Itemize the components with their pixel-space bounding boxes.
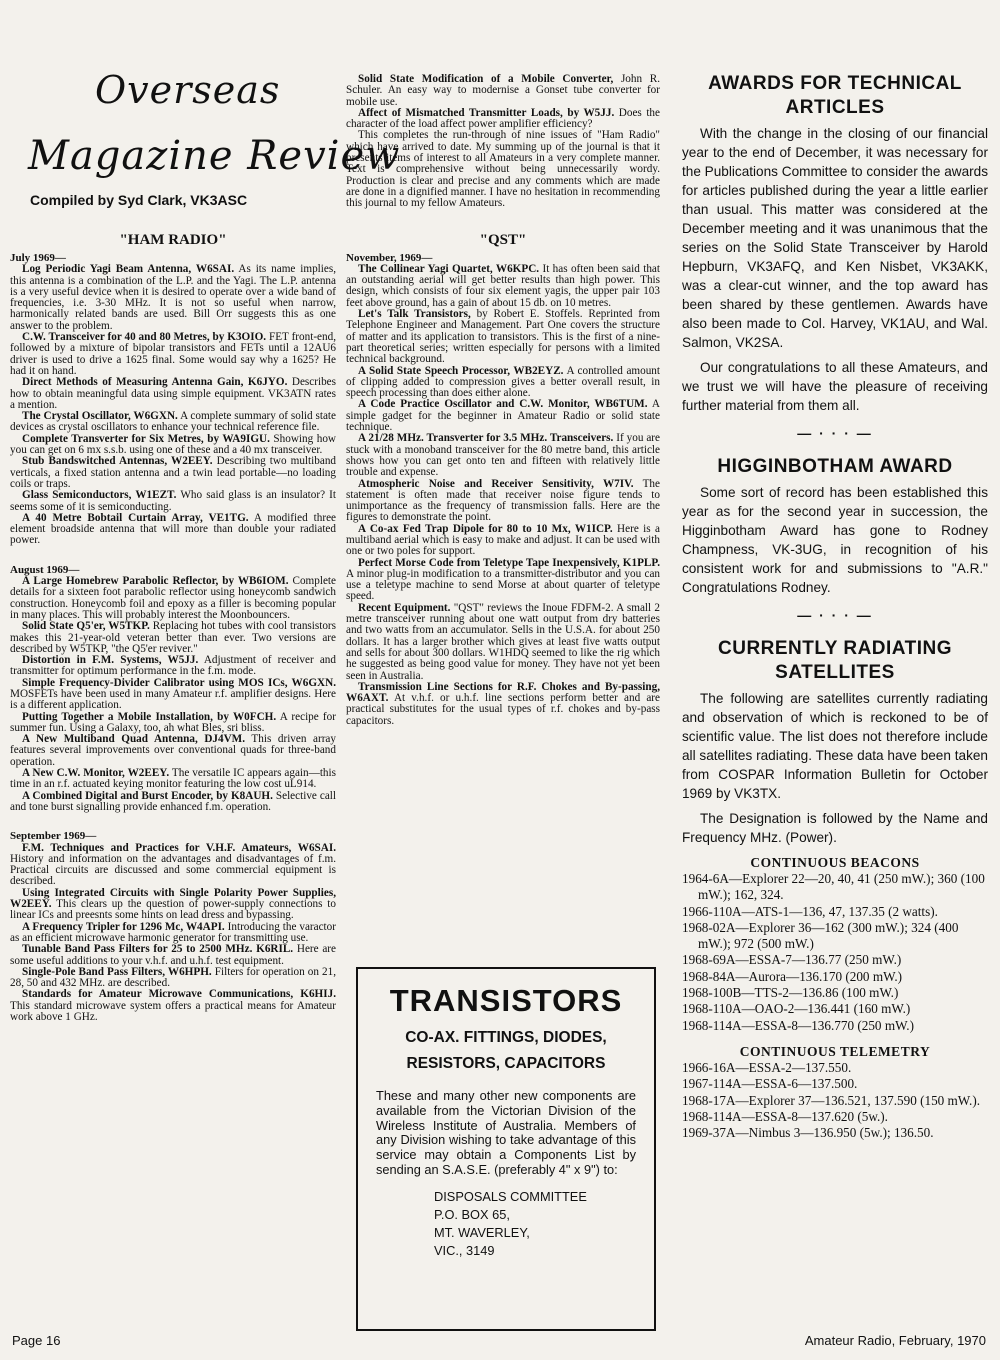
satellites-heading: CURRENTLY RADIATING SATELLITES	[718, 638, 952, 683]
column-1	[10, 232, 336, 1023]
higginbotham-body: Some sort of record has been established this year as for the second year in succession, the Higginbotham Award has gone to Rodney Champness, VK-3UG, in recognition of his consistent work for and submissions to "A.R." Congratulations Rodney.	[682, 485, 988, 595]
ham-radio-reviews	[10, 253, 336, 1023]
review-item: Tunable Band Pass Filters for 25 to 2500 MHz. K6RIL. Here are some useful additions to your v.h.f. and u.h.f. test equipment.	[10, 943, 336, 967]
ad-subtitle: CO-AX. FITTINGS, DIODES, RESISTORS, CAPACITORS	[405, 1029, 607, 1072]
review-item: Affect of Mismatched Transmitter Loads, by W5JJ. Does the character of the load affect power amplifier efficiency?	[346, 106, 660, 131]
ham-radio-summary: This completes the run-through of nine issues of "Ham Radio" which have arrived to date. My summing up of the journal is that it presents items of interest to all Amateurs in a very complete manner. Text is comprehensive without being unnecessarily wordy. Production is clear and precise and any comments which are made are done in a dignified manner. I have no hesitation in recommending this journal to my fellow Amateurs.	[346, 129, 660, 210]
column-2	[346, 74, 660, 727]
review-item: A Co-ax Fed Trap Dipole for 80 to 10 Mx, W1ICP. Here is a multiband aerial which is easy to make and adjust. It can be used with one or two poles for support.	[346, 522, 660, 558]
telemetry-heading: CONTINUOUS TELEMETRY	[739, 1043, 931, 1059]
beacons-heading: CONTINUOUS BEACONS	[750, 855, 920, 870]
masthead-line2: Magazine Review	[28, 133, 401, 179]
ad-body: These and many other new components are available from the Victorian Division of the Wireless Institute of Australia. Members of any Division wishing to take advantage of this service may obtain a Components List by sending an S.A.S.E. (preferably 4" x 9") to:	[376, 1088, 636, 1177]
review-item: A 40 Metre Bobtail Curtain Array, VE1TG. A modified three element broadside antenna that will more than double your radiated power.	[10, 511, 336, 547]
review-item: A Code Practice Oscillator and C.W. Monitor, WB6TUM. A simple gadget for the beginner in Amateur Radio or solid state technique.	[346, 398, 660, 434]
list-item: 1968-84A—Aurora—136.170 (200 mW.)	[682, 968, 903, 984]
column-3	[682, 72, 988, 1141]
list-item: 1968-114A—ESSA-8—136.770 (250 mW.)	[682, 1017, 914, 1033]
review-item: Solid State Modification of a Mobile Converter, John R. Schuler. An easy way to modernise a Gonset tube converter for mobile use.	[346, 73, 661, 108]
separator: — · · · —	[797, 425, 873, 441]
list-item: 1969-37A—Nimbus 3—136.950 (5w.); 136.50.	[682, 1125, 934, 1141]
masthead-line1: Overseas	[95, 68, 281, 112]
review-item: Simple Frequency-Divider Calibrator using MOS ICs, W6GXN. MOSFETs have been used in many Amateur r.f. amplifier designs. Here is a different application.	[10, 676, 336, 712]
byline: Compiled by Syd Clark, VK3ASC	[30, 192, 248, 208]
review-item: Log Periodic Yagi Beam Antenna, W6SAI. As its name implies, this antenna is a combination of the L.P. and the Yagi. The L.P. antenna is a very useful device when it is desired to operate over a wide band of frequencies, i.e. 3-30 MHz. It is not so useful when narrow, harmonically related bands are used. Bill Orr suggests this as one answer to the problem.	[10, 263, 336, 332]
review-item: Atmospheric Noise and Receiver Sensitivity, W7IV. The statement is often made that receiver noise figure tends to unimportance as the frequency of transmission falls. Here are the figures to demonstrate the point.	[346, 477, 660, 524]
higginbotham-heading: HIGGINBOTHAM AWARD	[717, 456, 953, 477]
review-item: Solid State Q5'er, W5TKP. Replacing hot tubes with cool transistors makes this 21-year-old veteran better than ever. Two versions are described by W5TKP, "the Q5'er reviver."	[10, 620, 337, 655]
review-item: Stub Bandswitched Antennas, W2EEY. Describing two multiband verticals, a fixed station antenna and a twin lead portable—no loading coils or traps.	[10, 455, 337, 490]
date-august: August 1969—	[10, 563, 80, 576]
date-november: November, 1969—	[346, 251, 433, 264]
beacons-list	[682, 871, 988, 1034]
list-item: 1966-16A—ESSA-2—137.550.	[682, 1059, 852, 1075]
review-item: A 21/28 MHz. Transverter for 3.5 MHz. Transceivers. If you are stuck with a monoband transceiver for the 80 metre band, this article shows how you can get onto ten and fifteen with relatively little trouble and expense.	[346, 432, 660, 479]
list-item: 1968-17A—Explorer 37—136.521, 137.590 (150 mW.).	[682, 1092, 981, 1108]
review-item: A Frequency Tripler for 1296 Mc, W4API. Introducing the varactor as an efficient microwave harmonic generator for transmitting use.	[10, 920, 336, 944]
ad-address: DISPOSALS COMMITTEE P.O. BOX 65, MT. WAVERLEY, VIC., 3149	[434, 1188, 587, 1258]
review-item: Direct Methods of Measuring Antenna Gain, K6JYO. Describes how to obtain meaningful data using simple equipment. VK3ATN rates a mention.	[10, 376, 336, 411]
review-item: F.M. Techniques and Practices for V.H.F. Amateurs, W6SAI. History and information on the advantages and disadvantages of f.m. Practical circuits are discussed and some commercial equipment is described.	[10, 841, 336, 888]
review-item: Recent Equipment. "QST" reviews the Inoue FDFM-2. A small 2 metre transceiver running about one watt output from dry batteries and two watts from an accumulator. Sells in the U.S.A. for about 250 dollars. It has a larger brother which gives at least five watts output and sells for about 300 dollars. W1HDQ seemed to like the rig which he suggested as being good value for money. They have not yet been seen in Australia.	[346, 601, 660, 682]
awards-heading: AWARDS FOR TECHNICAL ARTICLES	[708, 73, 962, 118]
review-item: Standards for Amateur Microwave Communications, K6HIJ. This standard microwave system offers a practical means for Amateur work above 1 GHz.	[10, 988, 336, 1023]
issue-info: Amateur Radio, February, 1970	[804, 1333, 986, 1348]
review-item: A New Multiband Quad Antenna, DJ4VM. This driven array features several improvements over conventional quads for three-band operation.	[10, 733, 336, 768]
ad-title: TRANSISTORS	[389, 983, 623, 1018]
satellites-intro: The following are satellites currently radiating and observation of which is reckoned to be of scientific value. The list does not therefore include all satellites radiating. These data have been taken from COSPAR Information Bulletin for October 1969 by VK3TX. The Designation is followed by the Name and Frequency MHz. (Power).	[682, 691, 988, 845]
list-item: 1967-114A—ESSA-6—137.500.	[682, 1076, 858, 1092]
list-item: 1964-6A—Explorer 22—20, 40, 41 (250 mW.); 360 (100 mW.); 162, 324.	[682, 871, 985, 903]
list-item: 1968-02A—Explorer 36—162 (300 mW.); 324 (400 mW.); 972 (500 mW.)	[682, 919, 959, 952]
date-july: July 1969—	[10, 252, 66, 264]
review-item: A New C.W. Monitor, W2EEY. The versatile IC appears again—this time in an r.f. actuated keying monitor featuring the low cost uL914.	[10, 767, 336, 791]
review-item: Transmission Line Sections for R.F. Chokes and By-passing, W6AXT. At v.h.f. or u.h.f. line sections perform better and are practical substitutes for the usual types of r.f. chokes and by-pass capacitors.	[346, 680, 660, 727]
qst-heading: "QST"	[479, 231, 527, 248]
review-item: Distortion in F.M. Systems, W5JJ. Adjustment of receiver and transmitter for optimum performance in the f.m. mode.	[10, 654, 336, 678]
awards-body: With the change in the closing of our financial year to the end of December, it was necessary for the Publications Committee to consider the awards for articles published during the year a little earlier than usual. This matter was considered at the December meeting and it was unanimous that the series on the Solid State Transceiver by Harold Hepburn, VK3AFQ, and Ken Nisbet, VK3AKK, was a clear-cut winner, and the top award has been shared by these gentlemen. Awards have also been made to Col. Harvey, VK1AU, and Wal. Salmon, VK2SA. Our congratulations to all these Amateurs, and we trust we will have the pleasure of receiving further material from them all.	[682, 126, 989, 413]
review-item: Glass Semiconductors, W1EZT. Who said glass is an insulator? It seems some of it is semiconducting.	[10, 489, 336, 513]
review-item: C.W. Transceiver for 40 and 80 Metres, by K3OIO. FET front-end, followed by a mixture of bipolar transistors and FETs until a 12AU6 driver is used to drive a 1625 final. Some would say why a 1625? He had it on hand.	[10, 331, 336, 377]
review-item: Complete Transverter for Six Metres, by WA9IGU. Showing how you can get on 6 mx s.s.b. using one of these and a 40 mx transceiver.	[10, 432, 336, 457]
list-item: 1968-69A—ESSA-7—136.77 (250 mW.)	[682, 952, 902, 968]
list-item: 1968-100B—TTS-2—136.86 (100 mW.)	[682, 985, 899, 1001]
review-item: The Crystal Oscillator, W6GXN. A complete summary of solid state devices as crystal oscillators to enhance your technical reference file.	[10, 410, 336, 434]
page-number: Page 16	[12, 1333, 61, 1348]
ham-radio-continued	[346, 74, 660, 210]
review-item: Single-Pole Band Pass Filters, W6HPH. Filters for operation on 21, 28, 50 and 432 MHz. are described.	[10, 965, 337, 990]
review-item: A Combined Digital and Burst Encoder, by K8AUH. Selective call and tone burst signalling provide enhanced f.m. operation.	[10, 789, 336, 813]
review-item: A Solid State Speech Processor, WB2EYZ. A controlled amount of clipping added to compression gives a better overall result, in speech processing than does either alone.	[346, 364, 661, 400]
review-item: Using Integrated Circuits with Single Polarity Power Supplies, W2EEY. This clears up the question of power-supply connections to linear ICs and preesnts some hints on lead dress and bypassing.	[10, 886, 336, 922]
review-item: Putting Together a Mobile Installation, by W0FCH. A recipe for summer fun. Using a Galaxy, too, ah what Bles, sri bliss.	[10, 710, 336, 734]
review-item: A Large Homebrew Parabolic Reflector, by WB6IOM. Complete details for a sixteen foot parabolic reflector using honeycomb sandwich construction. Honeycomb foil and epoxy as a filler is becoming popular in many places. This will probably interest the Moonbouncers.	[10, 575, 336, 621]
review-item: Let's Talk Transistors, by Robert E. Stoffels. Reprinted from Telephone Engineer and Management. Part One covers the structure of matter and its application to transistors. This is the first of a nine-part theoretical series; written especially for persons with a limited technical background.	[346, 308, 661, 366]
review-item: The Collinear Yagi Quartet, W6KPC. It has often been said that an outstanding aerial will get better results than high power. This design, which consists of four six element yagis, the upper pair 103 feet above ground, has a gain of about 15 db. on 10 metres.	[346, 262, 660, 309]
list-item: 1968-110A—OAO-2—136.441 (160 mW.)	[682, 1001, 911, 1017]
ham-radio-heading: "HAM RADIO"	[119, 232, 227, 248]
list-item: 1968-114A—ESSA-8—137.620 (5w.).	[682, 1108, 888, 1124]
date-september: September 1969—	[10, 830, 97, 843]
telemetry-list	[682, 1060, 988, 1141]
qst-reviews	[346, 253, 660, 727]
transistors-advertisement	[356, 967, 656, 1331]
review-item: Perfect Morse Code from Teletype Tape Inexpensively, K1PLP. A minor plug-in modification to a transmitter-distributor and you can use a teletype machine to send Morse at about quarter of teletype speed.	[346, 556, 660, 603]
list-item: 1966-110A—ATS-1—136, 47, 137.35 (2 watts).	[682, 903, 938, 919]
separator: — · · · —	[797, 607, 873, 623]
